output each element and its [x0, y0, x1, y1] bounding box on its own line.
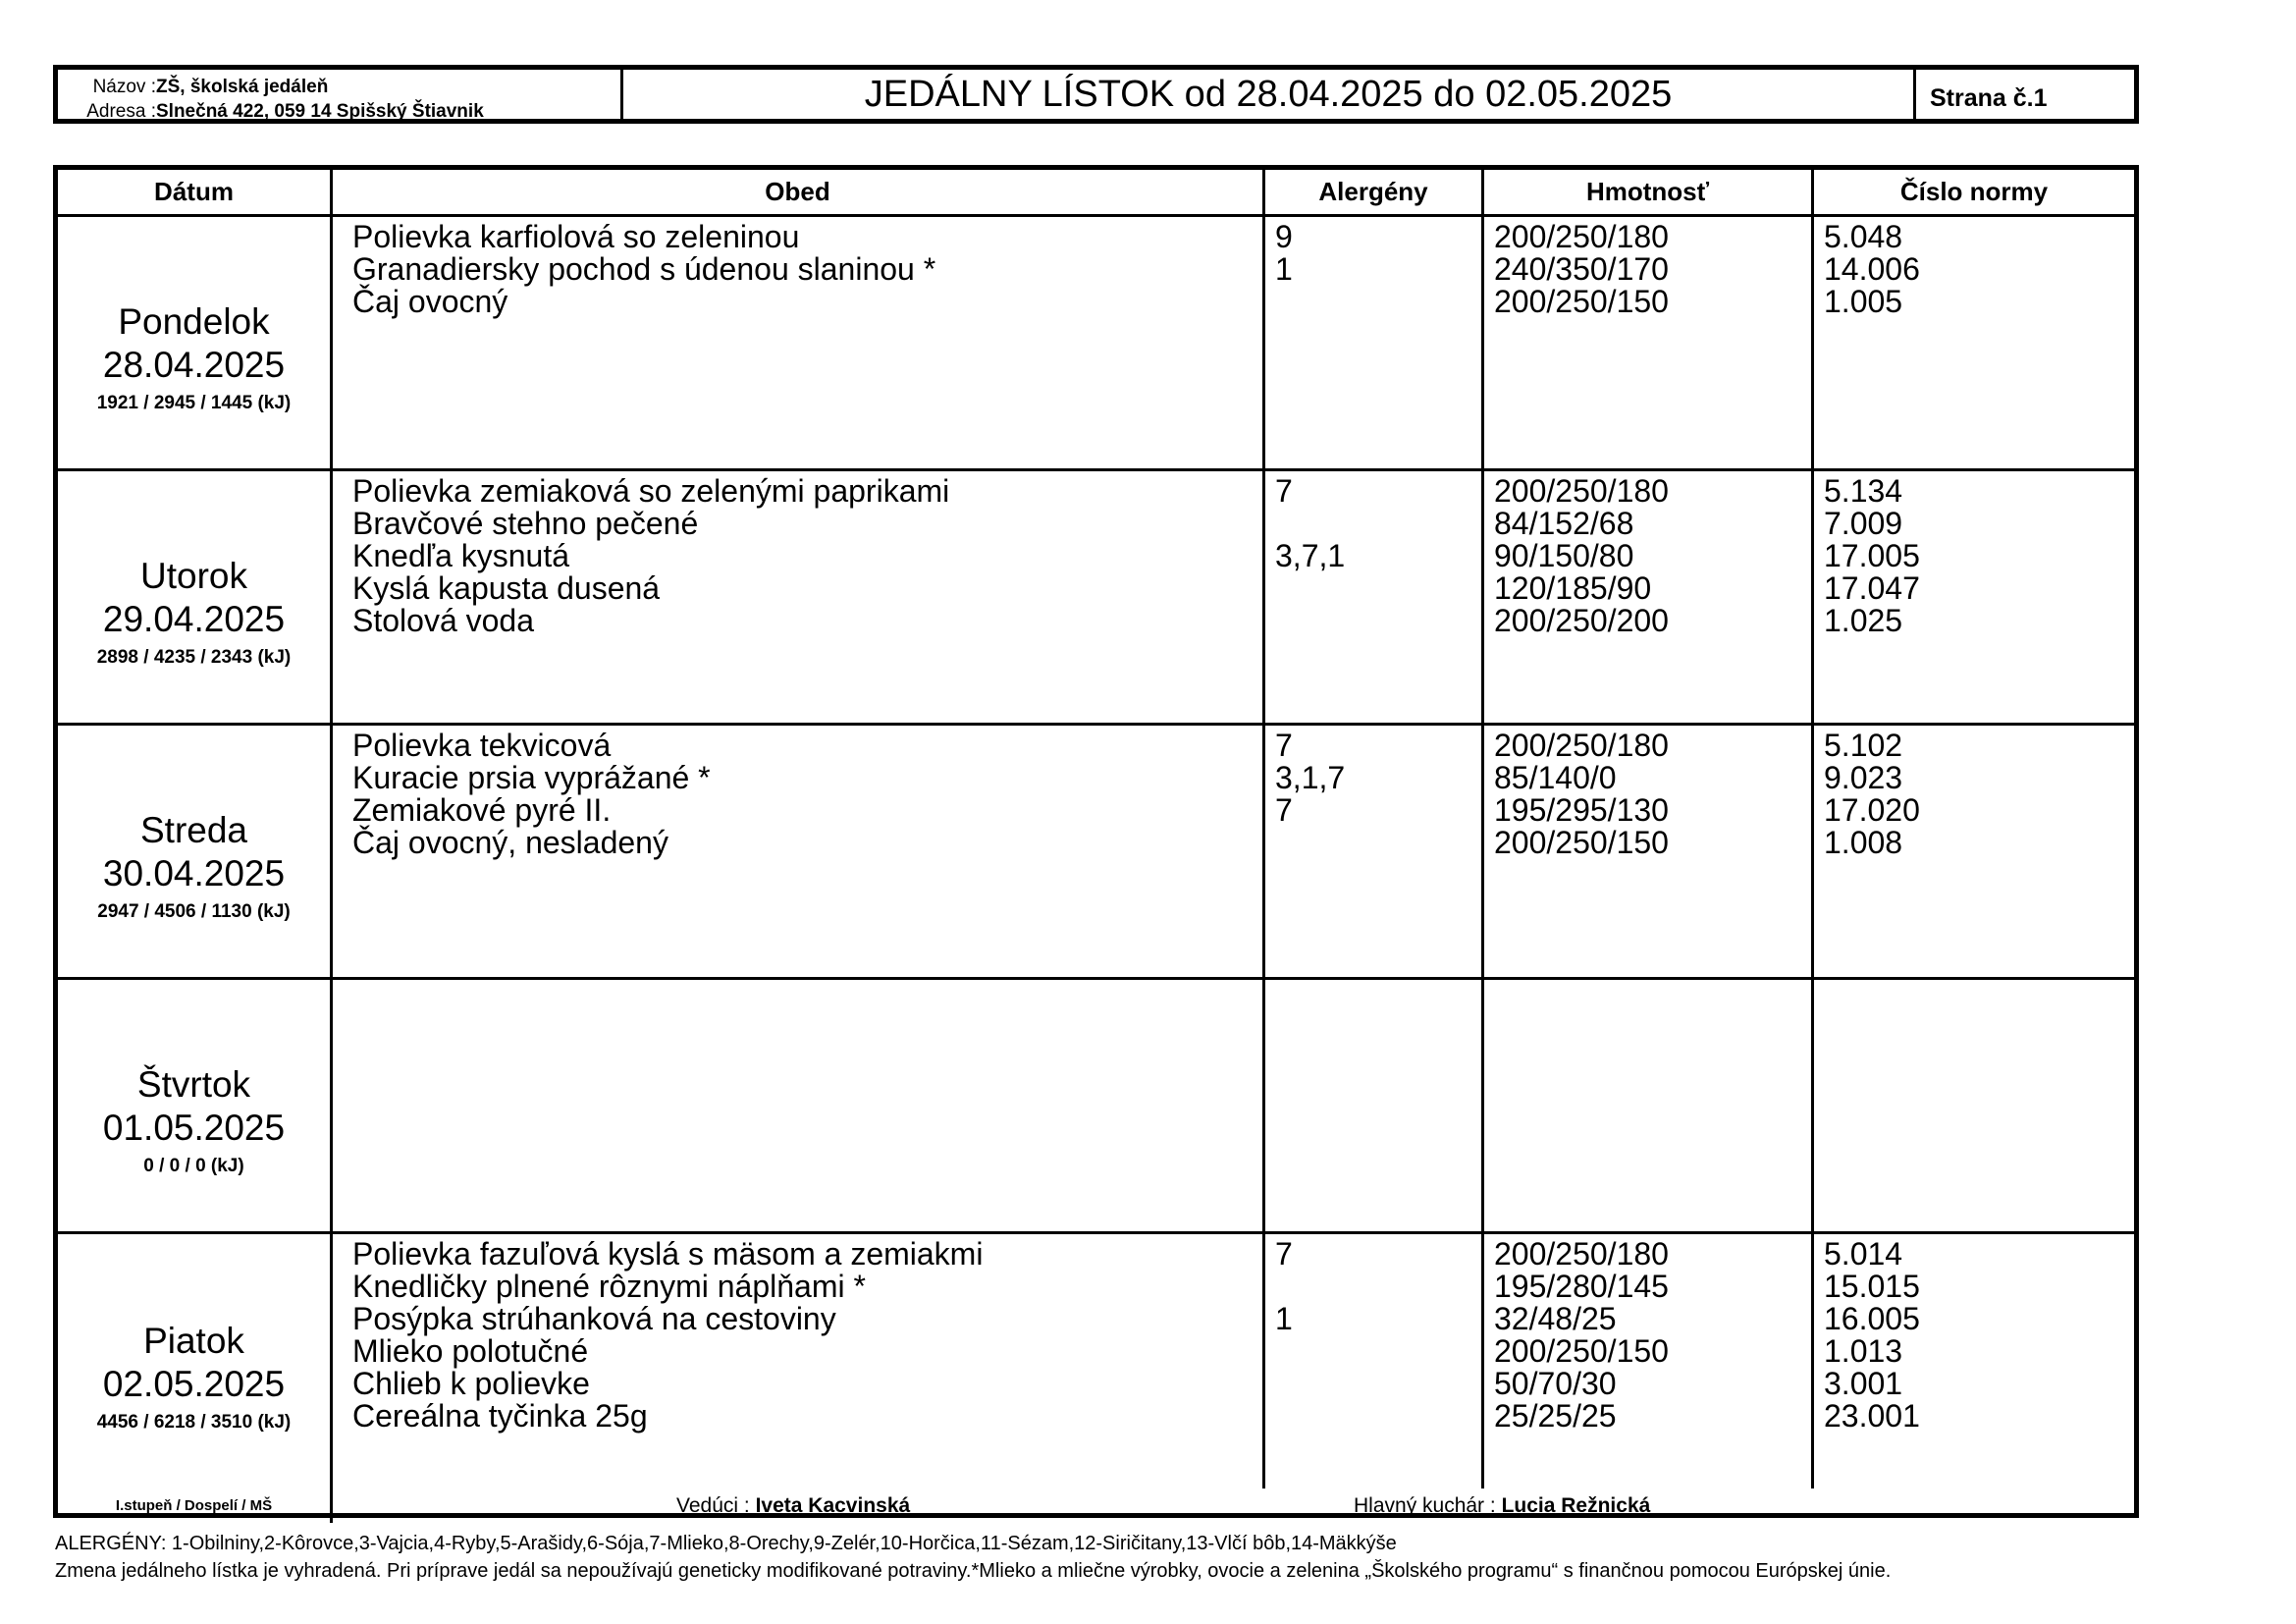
dish-weight: 85/140/0: [1494, 760, 1617, 795]
dish-allergens: 3,7,1: [1275, 538, 1346, 573]
weight-cell: [1484, 726, 1814, 977]
dish-name: Polievka tekvicová: [352, 728, 612, 763]
menu-header: [53, 65, 2139, 124]
menu-title: JEDÁLNY LÍSTOK od 28.04.2025 do 02.05.2025: [623, 70, 1916, 119]
dish-name: Chlieb k polievke: [352, 1366, 590, 1401]
day-date: 01.05.2025: [102, 1108, 286, 1148]
table-header-row: [58, 170, 2134, 217]
school-name-line: [68, 75, 620, 99]
day-row: [58, 1234, 2134, 1489]
leader-name: Iveta Kacvinská: [755, 1494, 911, 1517]
dish-name: Zemiakové pyré II.: [352, 792, 612, 828]
dish-norm: 1.005: [1824, 284, 1903, 319]
allergens-cell: [1265, 726, 1484, 977]
dish-norm: 15.015: [1824, 1269, 1920, 1304]
day-name: Utorok: [140, 556, 247, 596]
column-header-norm: Číslo normy: [1899, 177, 2049, 206]
dish-norm: 17.047: [1824, 570, 1920, 606]
dish-allergens: [1275, 1271, 1481, 1303]
dish-weight: 200/250/150: [1494, 1333, 1669, 1369]
dish-allergens: [1275, 605, 1481, 637]
day-date: 28.04.2025: [102, 345, 286, 385]
dish-name: Kuracie prsia vyprážané *: [352, 760, 711, 795]
dish-norm: 16.005: [1824, 1301, 1920, 1336]
dish-norm: 1.013: [1824, 1333, 1903, 1369]
dish-norm: 5.134: [1824, 473, 1903, 509]
dish-cell: [333, 1234, 1265, 1489]
dish-allergens: 7: [1275, 728, 1293, 763]
dish-name: Bravčové stehno pečené: [352, 506, 699, 541]
dish-norm: 1.025: [1824, 603, 1903, 638]
day-cell: [58, 726, 333, 977]
day-date: 29.04.2025: [102, 599, 286, 639]
weight-cell: [1484, 980, 1814, 1231]
dish-weight: 195/280/145: [1494, 1269, 1669, 1304]
dish-weight: 32/48/25: [1494, 1301, 1617, 1336]
day-row: [58, 217, 2134, 471]
dish-norm: 5.102: [1824, 728, 1903, 763]
dish-allergens: 1: [1275, 1301, 1293, 1336]
portion-categories: I.stupeň / Dospelí / MŠ: [58, 1489, 333, 1523]
dish-name: Polievka zemiaková so zelenými paprikami: [352, 473, 950, 509]
dish-norm: 17.020: [1824, 792, 1920, 828]
signatures: [333, 1489, 2134, 1523]
chef-name: Lucia Režnická: [1501, 1494, 1651, 1517]
dish-allergens: [1275, 1335, 1481, 1368]
day-cell: [58, 471, 333, 723]
dish-name: Stolová voda: [352, 603, 535, 638]
day-name: Štvrtok: [136, 1064, 251, 1105]
dish-allergens: [1275, 572, 1481, 605]
dish-allergens: 7: [1275, 1236, 1293, 1272]
day-name: Piatok: [143, 1320, 244, 1361]
dish-weight: 195/295/130: [1494, 792, 1669, 828]
dish-allergens: [1275, 827, 1481, 859]
signature-row: [58, 1489, 2134, 1523]
day-row: [58, 726, 2134, 980]
dish-allergens: [1275, 1368, 1481, 1400]
dish-weight: 25/25/25: [1494, 1398, 1617, 1434]
dish-allergens: [1275, 508, 1481, 540]
school-address-line: [68, 99, 620, 124]
dish-norm: 5.048: [1824, 219, 1903, 254]
dish-weight: 90/150/80: [1494, 538, 1634, 573]
school-name: ZŠ, školská jedáleň: [156, 77, 329, 97]
dish-allergens: 9: [1275, 219, 1293, 254]
dish-weight: 200/250/180: [1494, 728, 1669, 763]
column-header-allergens: Alergény: [1265, 170, 1484, 214]
weight-cell: [1484, 471, 1814, 723]
day-cell: [58, 217, 333, 468]
leader-signature: [676, 1494, 910, 1518]
dish-weight: 200/250/150: [1494, 825, 1669, 860]
dish-cell: [333, 980, 1265, 1231]
chef-signature: [1354, 1494, 1650, 1518]
dish-name: Knedličky plnené rôznymi náplňami *: [352, 1269, 866, 1304]
norm-cell: [1814, 726, 2134, 977]
allergens-cell: [1265, 1234, 1484, 1489]
dish-name: Knedľa kysnutá: [352, 538, 570, 573]
dish-norm: 23.001: [1824, 1398, 1920, 1434]
dish-allergens: 7: [1275, 473, 1293, 509]
dish-name: Čaj ovocný, nesladený: [352, 825, 668, 860]
dish-weight: 84/152/68: [1494, 506, 1634, 541]
norm-cell: [1814, 217, 2134, 468]
dish-norm: 3.001: [1824, 1366, 1903, 1401]
dish-weight: 50/70/30: [1494, 1366, 1617, 1401]
school-address-label: Adresa :: [86, 101, 156, 122]
dish-weight: 200/250/180: [1494, 1236, 1669, 1272]
disclaimer: Zmena jedálneho lístka je vyhradená. Pri príprave jedál sa nepoužívajú geneticky modifikované potraviny.*Mlieko a mliečne výrobky, ovocie a zelenina „Školského programu“ s finančnou pomocou Európskej únie.: [55, 1560, 1892, 1582]
dish-name: Polievka karfiolová so zeleninou: [352, 219, 800, 254]
dish-norm: 9.023: [1824, 760, 1903, 795]
chef-label: Hlavný kuchár :: [1354, 1494, 1496, 1517]
day-row: [58, 980, 2134, 1234]
column-header-lunch: Obed: [333, 170, 1265, 214]
dish-cell: [333, 217, 1265, 468]
day-name: Pondelok: [118, 301, 270, 342]
dish-allergens: 1: [1275, 251, 1293, 287]
dish-norm: 17.005: [1824, 538, 1920, 573]
day-energy: 1921 / 2945 / 1445 (kJ): [96, 393, 292, 413]
day-row: [58, 471, 2134, 726]
dish-weight: 240/350/170: [1494, 251, 1669, 287]
day-energy: 2898 / 4235 / 2343 (kJ): [96, 647, 292, 668]
weight-cell: [1484, 217, 1814, 468]
dish-weight: 200/250/180: [1494, 473, 1669, 509]
weight-cell: [1484, 1234, 1814, 1489]
allergen-legend: ALERGÉNY: 1-Obilniny,2-Kôrovce,3-Vajcia,4-Ryby,5-Arašidy,6-Sója,7-Mlieko,8-Orechy,9-Zelér,10-Horčica,11-Sézam,12-Siričitany,13-Vlčí bôb,14-Mäkkýše: [55, 1533, 1397, 1554]
dish-cell: [333, 726, 1265, 977]
day-cell: [58, 1234, 333, 1489]
dish-name: Granadiersky pochod s údenou slaninou *: [352, 251, 936, 287]
column-header-weight: Hmotnosť: [1484, 170, 1814, 214]
day-cell: [58, 980, 333, 1231]
dish-norm: 7.009: [1824, 506, 1903, 541]
dish-allergens: 3,1,7: [1275, 760, 1346, 795]
school-info: [58, 70, 623, 122]
school-name-label: Názov :: [92, 77, 156, 97]
leader-label: Vedúci :: [676, 1494, 750, 1517]
day-date: 30.04.2025: [102, 853, 286, 893]
dish-weight: 200/250/200: [1494, 603, 1669, 638]
norm-cell: [1814, 980, 2134, 1231]
allergens-cell: [1265, 217, 1484, 468]
menu-table: [53, 165, 2139, 1518]
dish-name: Mlieko polotučné: [352, 1333, 589, 1369]
dish-weight: 200/250/150: [1494, 284, 1669, 319]
allergens-cell: [1265, 980, 1484, 1231]
school-address: Slnečná 422, 059 14 Spišský Štiavnik: [156, 101, 484, 122]
dish-norm: 1.008: [1824, 825, 1903, 860]
dish-name: Čaj ovocný: [352, 284, 508, 319]
dish-allergens: [1275, 286, 1481, 318]
dish-weight: 200/250/180: [1494, 219, 1669, 254]
norm-cell: [1814, 1234, 2134, 1489]
dish-allergens: [1275, 1400, 1481, 1433]
dish-name: Polievka fazuľová kyslá s mäsom a zemiakmi: [352, 1236, 984, 1272]
dish-allergens: 7: [1275, 792, 1293, 828]
dish-weight: 120/185/90: [1494, 570, 1652, 606]
dish-name: Cereálna tyčinka 25g: [352, 1398, 648, 1434]
column-header-date: Dátum: [58, 170, 333, 214]
allergens-cell: [1265, 471, 1484, 723]
footer-notes: [55, 1530, 1891, 1585]
dish-name: Posýpka strúhanková na cestoviny: [352, 1301, 836, 1336]
dish-cell: [333, 471, 1265, 723]
dish-name: Kyslá kapusta dusená: [352, 570, 661, 606]
day-energy: 0 / 0 / 0 (kJ): [143, 1156, 244, 1176]
day-name: Streda: [139, 810, 247, 850]
dish-norm: 5.014: [1824, 1236, 1903, 1272]
day-energy: 2947 / 4506 / 1130 (kJ): [97, 901, 291, 922]
norm-cell: [1814, 471, 2134, 723]
page-number: Strana č.1: [1930, 84, 2048, 112]
day-energy: 4456 / 6218 / 3510 (kJ): [96, 1411, 292, 1433]
day-date: 02.05.2025: [102, 1363, 286, 1404]
dish-norm: 14.006: [1824, 251, 1920, 287]
